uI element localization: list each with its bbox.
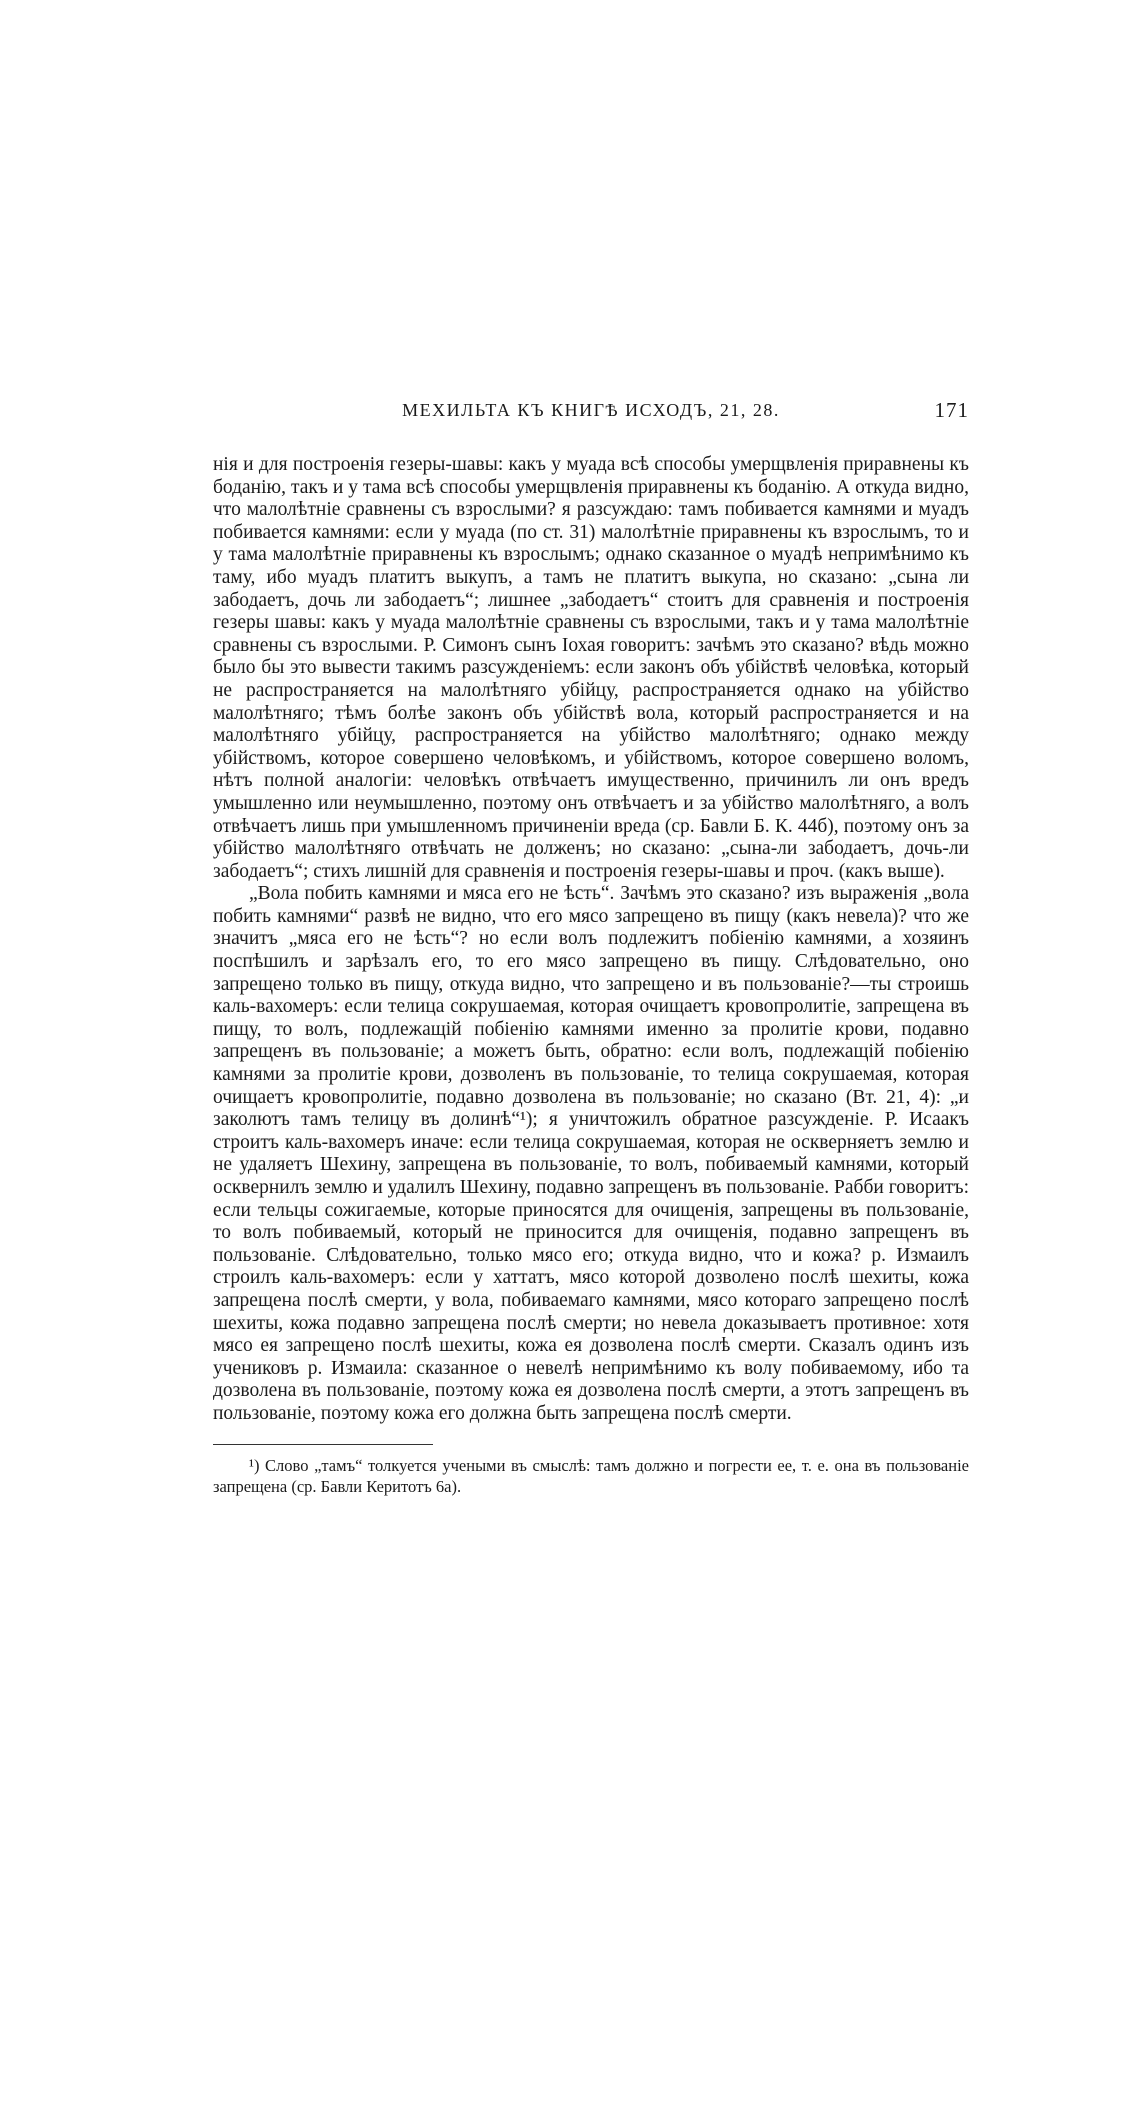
running-head bbox=[213, 398, 969, 428]
book-page bbox=[213, 398, 969, 1497]
footnote: ¹) Слово „тамъ“ толкуется учеными въ смыслѣ: тамъ должно и погрести ее, т. е. она въ пользованіе запрещена (ср. Бавли Керитотъ 6а). bbox=[213, 1455, 969, 1496]
running-head-title: МЕХИЛЬТА КЪ КНИГѢ ИСХОДЪ, 21, 28. bbox=[402, 400, 780, 420]
footnote-divider bbox=[213, 1444, 433, 1445]
paragraph-2: „Вола побить камнями и мяса его не ѣсть“. Зачѣмъ это сказано? изъ выраженія „вола побить камнями“ развѣ не видно, что его мясо запрещено въ пищу (какъ невела)? что же значитъ „мяса его не ѣсть“? но если волъ подлежитъ побіенію камнями, а хозяинъ поспѣшилъ и зарѣзалъ его, то его мясо запрещено въ пищу. Слѣдовательно, оно запрещено только въ пищу, откуда видно, что запрещено и въ пользованіе?—ты строишь каль-вахомеръ: если телица сокрушаемая, которая очищаетъ кровопролитіе, запрещена въ пищу, то волъ, подлежащій побіенію камнями именно за пролитіе крови, подавно запрещенъ въ пользованіе; а можетъ быть, обратно: если волъ, подлежащій побіенію камнями за пролитіе крови, дозволенъ въ пользованіе, то телица сокрушаемая, которая очищаетъ кровопролитіе, подавно дозволена въ пользованіе; но сказано (Вт. 21, 4): „и заколютъ тамъ телицу въ долинѣ“¹); я уничтожилъ обратное разсужденіе. Р. Исаакъ строитъ каль-вахомеръ иначе: если телица сокрушаемая, которая не оскверняетъ землю и не удаляетъ Шехину, запрещена въ пользованіе, то волъ, побиваемый камнями, который осквернилъ землю и удалилъ Шехину, подавно запрещенъ въ пользованіе. Рабби говоритъ: если тельцы сожигаемые, которые приносятся для очищенія, запрещены въ пользованіе, то волъ побиваемый, который не приносится для очищенія, подавно запрещенъ въ пользованіе. Слѣдовательно, только мясо его; откуда видно, что и кожа? р. Измаилъ строилъ каль-вахомеръ: если у хаттатъ, мясо которой дозволено послѣ шехиты, кожа запрещена послѣ смерти, у вола, побиваемаго камнями, мясо котораго запрещено послѣ шехиты, кожа подавно запрещена послѣ смерти; но невела доказываетъ противное: хотя мясо ея запрещено послѣ шехиты, кожа ея дозволена послѣ смерти. Сказалъ одинъ изъ учениковъ р. Измаила: сказанное о невелѣ непримѣнимо къ волу побиваемому, ибо та дозволена въ пользованіе, поэтому кожа ея дозволена послѣ смерти, а этотъ запрещенъ въ пользованіе, поэтому кожа его должна быть запрещена послѣ смерти. bbox=[213, 883, 969, 1424]
body-text bbox=[213, 454, 969, 1426]
paragraph-1: нія и для построенія гезеры-шавы: какъ у муада всѣ способы умерщвленія приравнены къ боданію, такъ и у тама всѣ способы умерщвленія приравнены къ боданію. А откуда видно, что малолѣтніе сравнены съ взрослыми? я разсуждаю: тамъ побивается камнями и муадъ побивается камнями: если у муада (по ст. 31) малолѣтніе приравнены къ взрослымъ, то и у тама малолѣтніе приравнены къ взрослымъ; однако сказанное о муадѣ непримѣнимо къ таму, ибо муадъ платитъ выкупъ, а тамъ не платитъ выкупа, но сказано: „сына ли забодаетъ, дочь ли забодаетъ“; лишнее „забодаетъ“ стоитъ для сравненія и построенія гезеры шавы: какъ у муада малолѣтніе сравнены съ взрослыми, такъ и у тама малолѣтніе сравнены съ взрослыми. Р. Симонъ сынъ Іохая говоритъ: зачѣмъ это сказано? вѣдь можно было бы это вывести такимъ разсужденіемъ: если законъ объ убійствѣ человѣка, который не распространяется на малолѣтняго убійцу, распространяется однако на убійство малолѣтняго; тѣмъ болѣе законъ объ убійствѣ вола, который распространяется и на малолѣтняго убійцу, распространяется на убійство малолѣтняго; однако между убійствомъ, которое совершено человѣкомъ, и убійствомъ, которое совершено воломъ, нѣтъ полной аналогіи: человѣкъ отвѣчаетъ имущественно, причинилъ ли онъ вредъ умышленно или неумышленно, поэтому онъ отвѣчаетъ и за убійство малолѣтняго, а волъ отвѣчаетъ лишь при умышленномъ причиненіи вреда (ср. Бавли Б. К. 44б), поэтому онъ за убійство малолѣтняго отвѣчать не долженъ; но сказано: „сына-ли забодаетъ, дочь-ли забодаетъ“; стихъ лишній для сравненія и построенія гезеры-шавы и проч. (какъ выше). bbox=[213, 454, 969, 882]
page-number: 171 bbox=[934, 398, 969, 422]
